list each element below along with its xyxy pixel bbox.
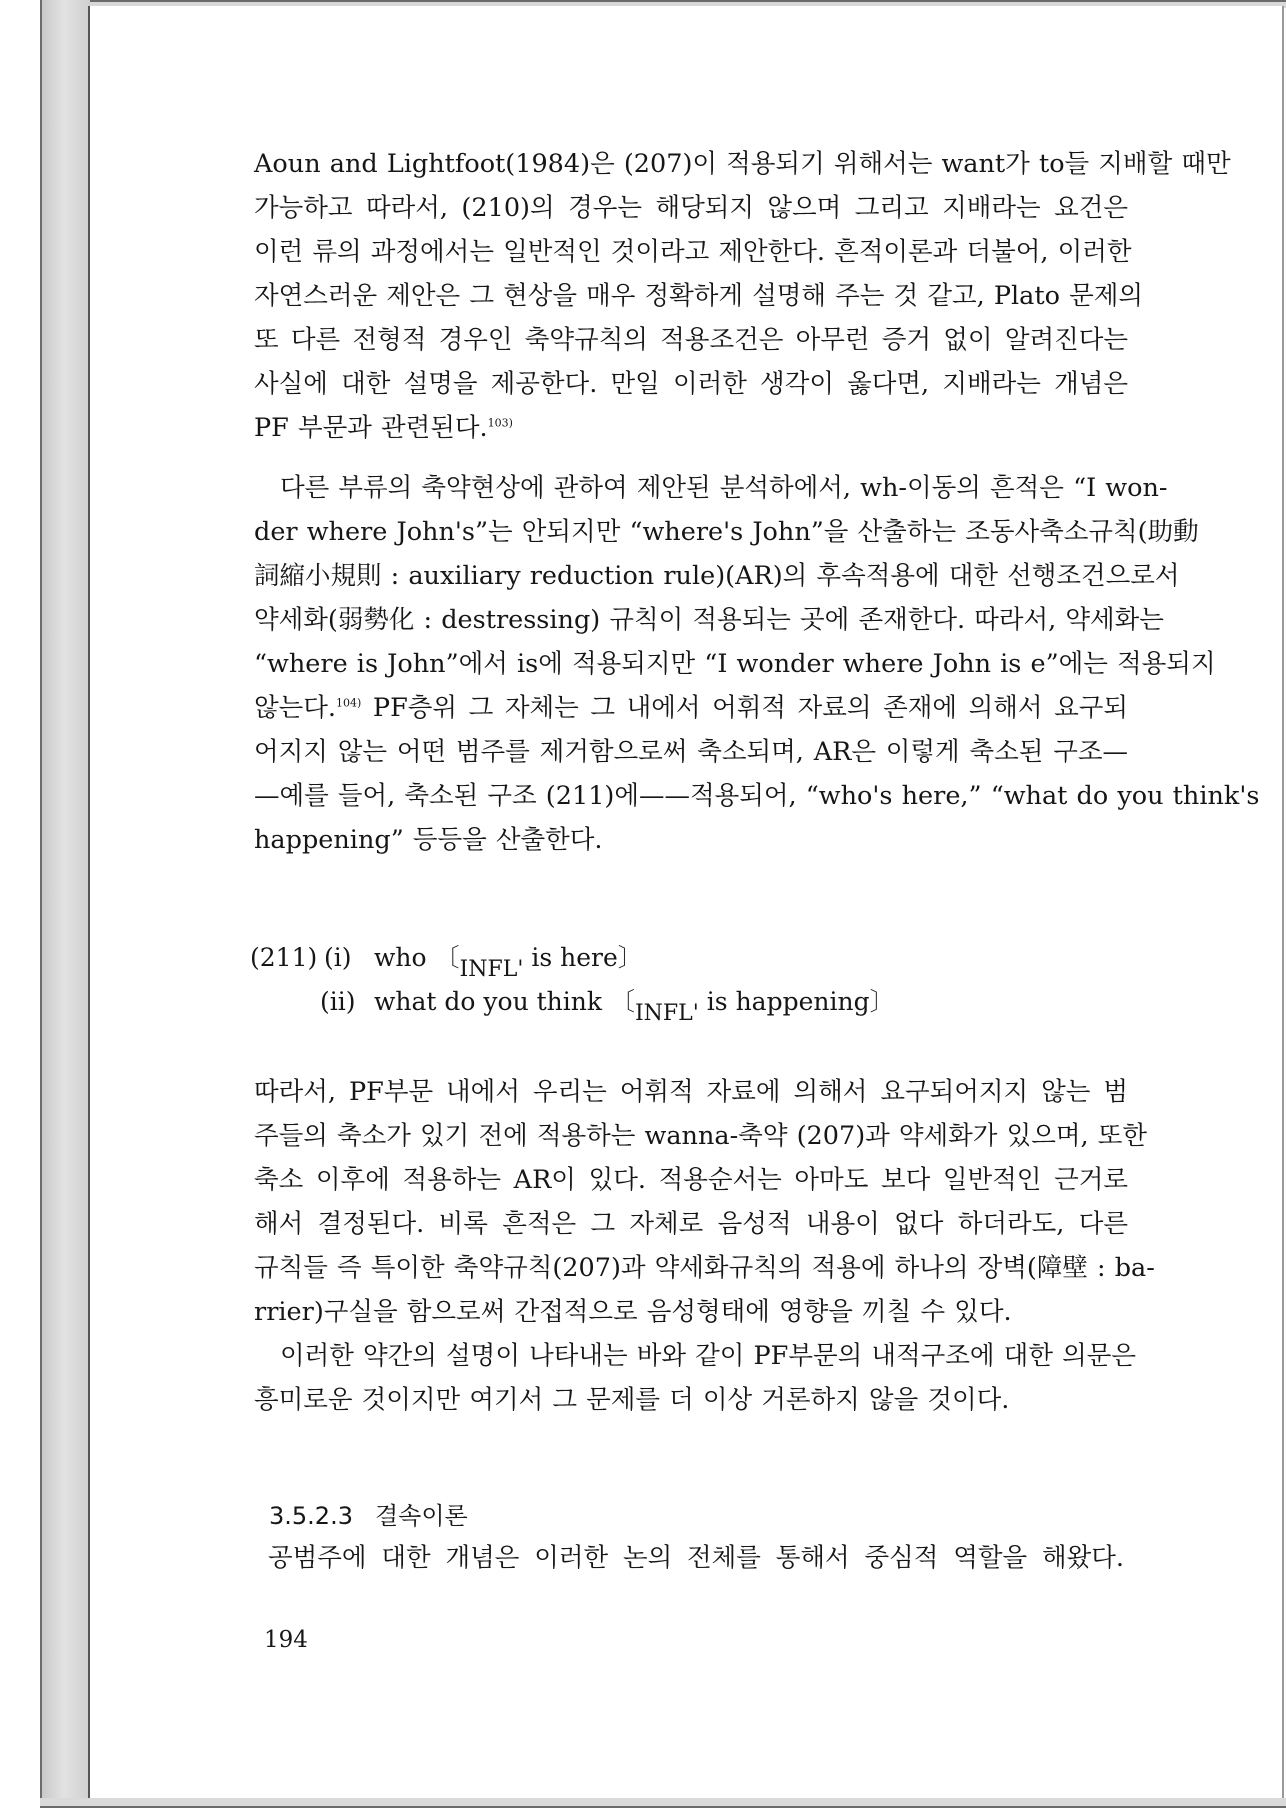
subscript-infl: INFL' xyxy=(634,1001,699,1026)
paragraph-5 xyxy=(268,1536,1124,1580)
text-span: who 〔 xyxy=(374,943,460,972)
text-line: happening” 등등을 산출한다. xyxy=(254,825,603,855)
text-line xyxy=(254,686,1128,730)
text-line xyxy=(254,406,1128,450)
text-span: is here〕 xyxy=(523,943,643,972)
footnote-ref: 104) xyxy=(336,696,362,710)
book-spine xyxy=(40,0,90,1806)
text-line: rrier)구실을 함으로써 간접적으로 음성형태에 영향을 끼칠 수 있다. xyxy=(254,1297,1012,1327)
text-line: 이런 류의 과정에서는 일반적인 것이라고 제안한다. 흔적이론과 더불어, 이러한 xyxy=(254,237,1132,267)
text-span: PF 부문과 관련된다. xyxy=(254,413,488,443)
text-line: 다른 부류의 축약현상에 관하여 제안된 분석하에서, wh-이동의 흔적은 “I won- xyxy=(280,473,1168,503)
text-span: 않는다. xyxy=(254,693,337,723)
text-line: 해서 결정된다. 비록 흔적은 그 자체로 음성적 내용이 없다 하더라도, 다른 xyxy=(254,1209,1128,1239)
text-line: 규칙들 즉 특이한 축약규칙(207)과 약세화규칙의 적용에 하나의 장벽(障壁 : ba- xyxy=(254,1253,1155,1283)
text-line: —예를 들어, 축소된 구조 (211)에——적용되어, “who's here,” “what do you think's xyxy=(254,781,1260,811)
example-text-i xyxy=(374,936,643,982)
text-line: 詞縮小規則 : auxiliary reduction rule)(AR)의 후속적용에 대한 선행조건으로서 xyxy=(254,561,1180,591)
example-number: (211) xyxy=(250,943,318,972)
text-line: der where John's”는 안되지만 “where's John”을 산출하는 조동사축소규칙(助動 xyxy=(254,517,1199,547)
subscript-infl: INFL' xyxy=(459,957,524,982)
example-text-ii xyxy=(374,980,895,1026)
footnote-ref: 103) xyxy=(487,416,513,430)
text-line: 흥미로운 것이지만 여기서 그 문제를 더 이상 거론하지 않을 것이다. xyxy=(254,1385,1010,1415)
text-line: 사실에 대한 설명을 제공한다. 만일 이러한 생각이 옳다면, 지배라는 개념은 xyxy=(254,369,1128,399)
text-line: 어지지 않는 어떤 범주를 제거함으로써 축소되며, AR은 이렇게 축소된 구조— xyxy=(254,737,1128,767)
text-line: 가능하고 따라서, (210)의 경우는 해당되지 않으며 그리고 지배라는 요건은 xyxy=(254,193,1128,223)
text-span: is happening〕 xyxy=(698,987,895,1016)
text-line: 자연스러운 제안은 그 현상을 매우 정확하게 설명해 주는 것 같고, Plato 문제의 xyxy=(254,281,1143,311)
section-heading xyxy=(269,1496,468,1536)
text-span: PF층위 그 자체는 그 내에서 어휘적 자료의 존재에 의해서 요구되 xyxy=(361,693,1128,723)
text-line: Aoun and Lightfoot(1984)은 (207)이 적용되기 위해서는 want가 to들 지배할 때만 xyxy=(254,149,1231,179)
example-row-i xyxy=(250,936,950,980)
paragraph-3 xyxy=(254,1070,1155,1334)
page-number: 194 xyxy=(264,1627,308,1653)
text-line: 주들의 축소가 있기 전에 적용하는 wanna-축약 (207)과 약세화가 있으며, 또한 xyxy=(254,1121,1147,1151)
text-line: 따라서, PF부문 내에서 우리는 어휘적 자료에 의해서 요구되어지지 않는 범 xyxy=(254,1077,1128,1107)
paragraph-2 xyxy=(254,466,1260,862)
text-line: 축소 이후에 적용하는 AR이 있다. 적용순서는 아마도 보다 일반적인 근거로 xyxy=(254,1165,1128,1195)
paragraph-1 xyxy=(254,142,1231,450)
section-title: 결속이론 xyxy=(374,1502,468,1530)
book-bottom-edge xyxy=(40,1798,1286,1808)
paragraph-4 xyxy=(254,1334,1136,1422)
example-row-ii xyxy=(250,980,950,1024)
example-label-i: (i) xyxy=(324,943,352,972)
section-number: 3.5.2.3 xyxy=(269,1502,353,1530)
text-line: 이러한 약간의 설명이 나타내는 바와 같이 PF부문의 내적구조에 대한 의문은 xyxy=(280,1341,1136,1371)
text-line: 공범주에 대한 개념은 이러한 논의 전체를 통해서 중심적 역할을 해왔다. xyxy=(268,1543,1124,1573)
text-line: 약세화(弱勢化 : destressing) 규칙이 적용되는 곳에 존재한다. 따라서, 약세화는 xyxy=(254,605,1164,635)
text-line: “where is John”에서 is에 적용되지만 “I wonder where John is e”에는 적용되지 xyxy=(254,649,1216,679)
text-span: what do you think 〔 xyxy=(374,987,635,1016)
text-line: 또 다른 전형적 경우인 축약규칙의 적용조건은 아무런 증거 없이 알려진다는 xyxy=(254,325,1128,355)
example-label-ii: (ii) xyxy=(320,987,356,1016)
example-211 xyxy=(250,936,950,1024)
